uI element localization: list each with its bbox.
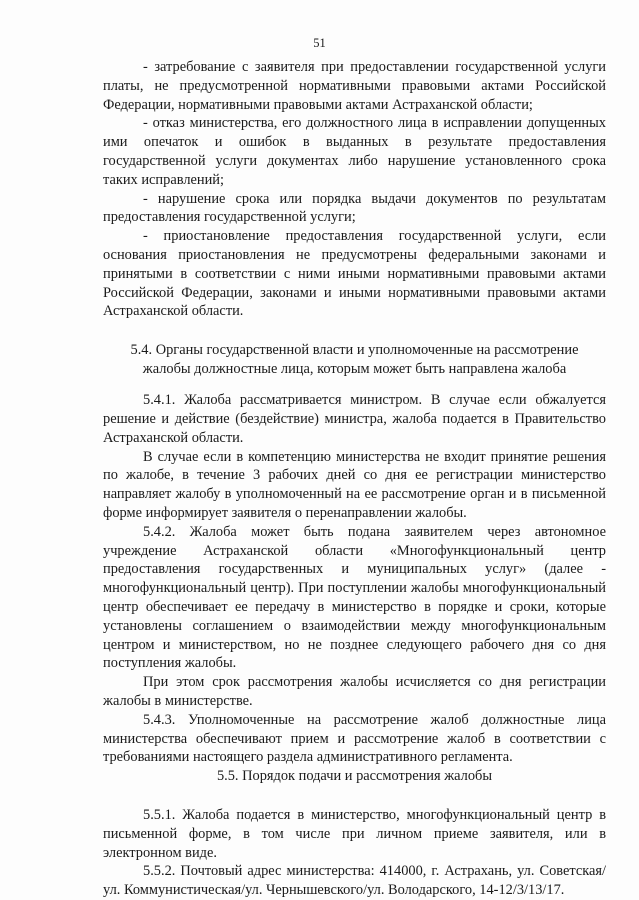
paragraph-5-5-1: 5.5.1. Жалоба подается в министерство, многофункциональный центр в письменной форме, в том числе при личном приеме заявителя, или в электронном виде. <box>103 807 606 861</box>
paragraph-5-4-2-deadline: При этом срок рассмотрения жалобы исчисляется со дня регистрации жалобы в министерстве. <box>103 674 606 709</box>
section-5-4-heading: 5.4. Органы государственной власти и уполномоченные на рассмотрение жалобы должностные лица, которым может быть направлена жалоба <box>130 342 579 378</box>
paragraph-5-4-1: 5.4.1. Жалоба рассматривается министром. В случае если обжалуется решение и действие (бездействие) министра, жалоба подается в Правительство Астраханской области. <box>103 392 606 446</box>
list-item-fee-demand: - затребование с заявителя при предоставлении государственной услуги платы, не предусмотренной нормативными правовыми актами Российской Федерации, нормативными правовыми актами Астраханской области; <box>103 59 606 113</box>
section-5-5-heading: 5.5. Порядок подачи и рассмотрения жалобы <box>216 768 493 785</box>
spacer <box>103 321 606 341</box>
paragraph-5-5-2: 5.5.2. Почтовый адрес министерства: 414000, г. Астрахань, ул. Советская/ул. Коммунистическая/ул. Чернышевского/ул. Володарского, 14-12/3/13/17. <box>103 863 606 899</box>
paragraph-5-4-2: 5.4.2. Жалоба может быть подана заявителем через автономное учреждение Астраханской области «Многофункциональный центр предоставления государственных и муниципальных услуг» (далее - многофункциональный центр). При поступлении жалобы многофункциональный центр обеспечивает ее передачу в министерство в порядке и сроки, которые установлены соглашением о взаимодействии между многофункциональным центром и министерством, но не позднее следующего рабочего дня со дня поступления жалобы. <box>103 523 606 672</box>
list-item-issuance-violation: - нарушение срока или порядка выдачи документов по результатам предоставления государственной услуги; <box>103 190 606 226</box>
page-content <box>103 58 606 900</box>
spacer <box>103 379 606 391</box>
paragraph-5-4-1-redirect: В случае если в компетенцию министерства не входит принятие решения по жалобе, в течение 3 рабочих дней со дня ее регистрации министерство направляет жалобу в уполномоченный на ее рассмотрение орган и в письменной форме информирует заявителя о перенаправлении жалобы. <box>103 448 606 521</box>
list-item-correction-refusal: - отказ министерства, его должностного лица в исправлении допущенных ими опечаток и ошибок в выданных в результате предоставления государственной услуги документах либо нарушение установленного срока таких исправлений; <box>103 115 606 188</box>
paragraph-5-4-3: 5.4.3. Уполномоченные на рассмотрение жалоб должностные лица министерства обеспечивают прием и рассмотрение жалоб в соответствии с требованиями настоящего раздела административного регламента. <box>103 711 606 766</box>
list-item-service-suspension: - приостановление предоставления государственной услуги, если основания приостановления не предусмотрены федеральными законами и принятыми в соответствии с ними иными нормативными правовыми актами Российской Федерации, законами и иными нормативными правовыми актами Астраханской области. <box>103 228 606 320</box>
spacer <box>103 786 606 806</box>
page-number: 51 <box>313 36 326 50</box>
